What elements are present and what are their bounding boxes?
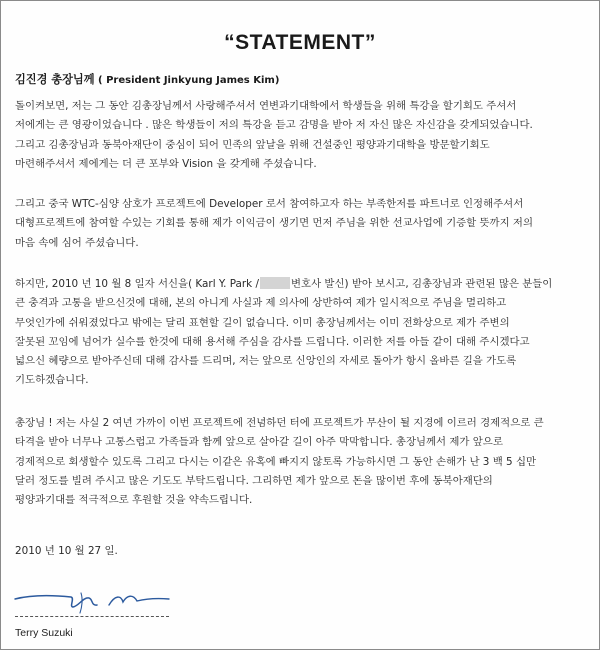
signature-stroke bbox=[15, 596, 97, 607]
addressee-english: ( President Jinkyung James Kim) bbox=[94, 75, 280, 86]
redacted-name-block bbox=[260, 277, 290, 289]
text-segment: 하지만, 2010 년 10 월 8 일자 서신을( Karl Y. Park / bbox=[15, 278, 259, 290]
letter-date: 2010 년 10 월 27 일. bbox=[15, 545, 118, 557]
paragraph-3 bbox=[15, 275, 590, 391]
signer-name: Terry Suzuki bbox=[15, 627, 73, 639]
text-line: 마련해주셔서 제에게는 더 큰 포부와 Vision 을 갖게해 주셨습니다. bbox=[15, 157, 317, 170]
text-line: 돌이켜보면, 저는 그 동안 김총장님께서 사랑해주셔서 연변과기대학에서 학생들을 위해 특강을 할기회도 주셔서 bbox=[15, 100, 517, 112]
paragraph-1 bbox=[15, 97, 590, 174]
addressee bbox=[15, 71, 279, 87]
text-line: 달러 정도를 빌려 주시고 많은 기도도 부탁드립니다. 그리하면 제가 앞으로 돈을 많이번 후에 동북아재단의 bbox=[15, 474, 493, 487]
text-line: 잘못된 꼬임에 넘어가 실수를 한것에 대해 용서해 주심을 감사를 드립니다. 이러한 저를 아들 같이 대해 주시겠다고 bbox=[15, 335, 530, 348]
signature-line bbox=[15, 616, 169, 617]
text-line: 넓으신 혜량으로 받아주신데 대해 감사를 드리며, 저는 앞으로 신앙인의 자세로 돌아가 항시 올바른 길을 가도록 bbox=[15, 355, 517, 368]
text-line bbox=[15, 275, 590, 294]
paragraph-4 bbox=[15, 414, 590, 510]
paragraph-2 bbox=[15, 195, 590, 253]
text-line: 타격을 받아 너무나 고통스럽고 가족들과 함께 앞으로 살아갈 길이 아주 막막합니다. 총장님께서 제가 앞으로 bbox=[15, 436, 503, 449]
signature-stroke bbox=[109, 596, 169, 605]
text-line: 마음 속에 심어 주셨습니다. bbox=[15, 236, 139, 249]
document-title: “STATEMENT” bbox=[224, 31, 376, 54]
text-line: 그리고 중국 WTC-심양 삼호가 프로젝트에 Developer 로서 참여하고자 하는 부족한저를 파트너로 인정해주셔서 bbox=[15, 198, 524, 210]
text-line: 그리고 김총장님과 동북아재단이 중심이 되어 민족의 앞날을 위해 건설중인 평양과기대학을 방문할기회도 bbox=[15, 138, 490, 151]
text-line: 무엇인가에 쉬워졌었다고 밖에는 달리 표현할 길이 없습니다. 이미 총장님께서는 이미 전화상으로 제가 주변의 bbox=[15, 316, 510, 329]
text-line: 평양과기대를 적극적으로 후원할 것을 약속드립니다. bbox=[15, 494, 253, 507]
addressee-korean: 김진경 총장님께 bbox=[15, 73, 95, 86]
text-line: 경제적으로 회생할수 있도록 그리고 다시는 이같은 유혹에 빠지지 않토록 가능하시면 그 동안 손해가 난 3 백 5 십만 bbox=[15, 455, 537, 468]
handwritten-signature bbox=[11, 585, 181, 615]
text-line: 큰 충격과 고통을 받으신것에 대해, 본의 아니게 사실과 제 의사에 상반하여 제가 일시적으로 주님을 멀리하고 bbox=[15, 297, 507, 310]
text-line: 기도하겠습니다. bbox=[15, 374, 89, 387]
text-line: 총장님 ! 저는 사실 2 여년 가까이 이번 프로젝트에 전념하던 터에 프로젝트가 무산이 될 지경에 이르러 경제적으로 큰 bbox=[15, 417, 544, 429]
text-line: 저에게는 큰 영광이었습니다 . 많은 학생들이 저의 특강을 듣고 감명을 받아 저 자신 많은 자신감을 갖게되었습니다. bbox=[15, 119, 533, 132]
text-line: 대형프로젝트에 참여할 수있는 기회를 통해 제가 이익금이 생기면 먼저 주님을 위한 선교사업에 기증할 뜻까지 저의 bbox=[15, 217, 533, 230]
text-segment: 변호사 발신) 받아 보시고, 김총장님과 관련된 많은 분들이 bbox=[291, 278, 553, 290]
